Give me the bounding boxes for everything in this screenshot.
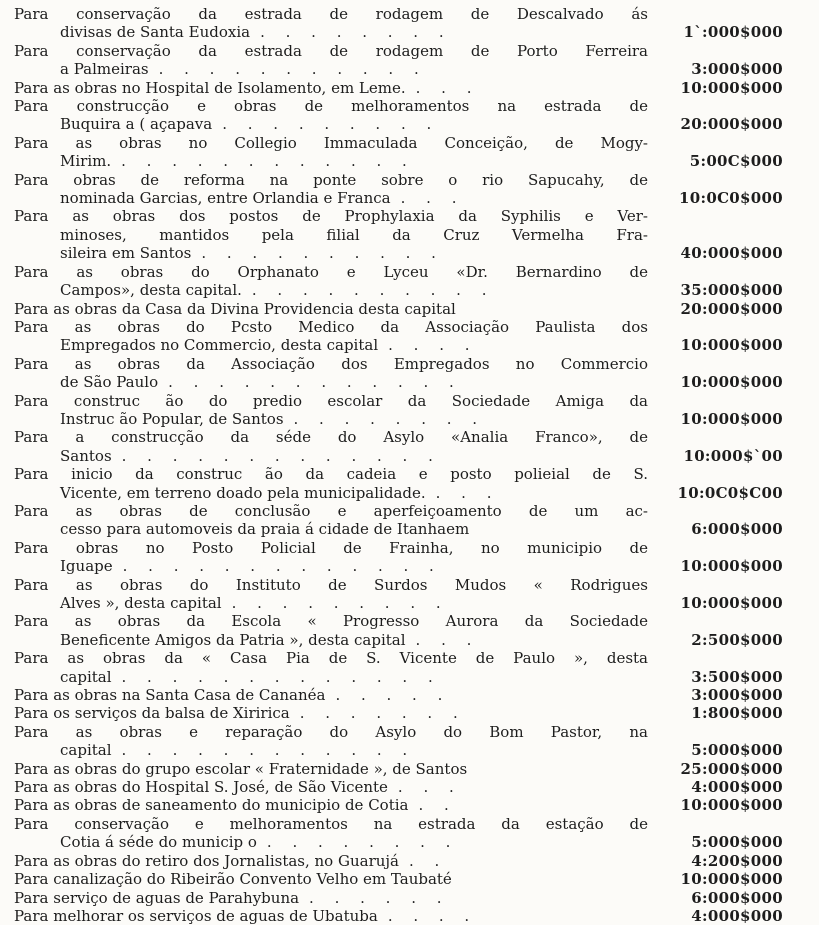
entry-line [14,907,648,925]
budget-entry [14,42,783,79]
entry-line-text: Para as obras do Instituto de Surdos Mudos « Rodrigues [14,575,648,594]
entry-amount: 5:000$000 [691,833,783,852]
entry-line [14,833,648,851]
entry-line [14,373,648,391]
entry-line-text: Para as obras no Collegio Immaculada Conceição, de Mogy- [14,133,648,152]
budget-entry [14,134,783,171]
dot-leader: . . . . . . . . . . . . . [121,667,434,686]
entry-line-text: Para conservação da estrada de rodagem de Porto Ferreira [14,41,648,60]
entry-line-text: Para obras de reforma na ponte sobre o rio Sapucahy, de [14,170,648,189]
entry-line-text: Iguape [60,557,113,576]
entry-line-text: Para as obras da Escola « Progresso Aurora da Sociedade [14,612,648,631]
entry-amount: 40:000$000 [680,244,783,263]
budget-entry [14,907,783,925]
entry-line-text: de São Paulo [60,373,159,392]
entry-line [14,594,648,612]
entry-text [14,796,648,814]
entry-line-text: Para as obras e reparação do Asylo do Bom Pastor, na [14,722,648,741]
budget-entry [14,852,783,870]
budget-entry [14,207,783,262]
budget-entry [14,686,783,704]
entry-text [14,502,648,539]
entry-amount: 20:000$000 [680,115,783,134]
entry-amount: 10:000$000 [680,594,783,612]
entry-line [14,281,648,299]
budget-entry [14,318,783,355]
budget-entry [14,539,783,576]
budget-entry [14,355,783,392]
budget-entry [14,502,783,539]
entry-text [14,576,648,613]
budget-entry [14,704,783,722]
entry-text [14,889,648,907]
entry-text [14,134,648,171]
entry-line-text: capital [60,667,112,686]
entry-line [14,668,648,686]
entry-text [14,79,648,97]
entry-amount: 10:000$000 [680,557,783,576]
entry-line [14,557,648,575]
entry-amount: 5:00C$000 [689,152,783,171]
entry-amount: 3:000$000 [691,60,783,79]
dot-leader: . . . . . . . . . . . . [121,741,409,760]
dot-leader: . . . . [388,336,471,355]
entry-amount: 6:000$000 [691,520,783,539]
budget-entry [14,171,783,208]
entry-line [14,115,648,133]
entry-text [14,704,648,722]
entry-text [14,870,648,888]
entry-amount: 10:000$000 [680,336,783,355]
dot-leader: . . . . . . . . . . [251,281,488,300]
budget-entry [14,97,783,134]
entry-line-text: Para construc ão do predio escolar da Sociedade Amiga da [14,391,648,410]
entry-line [14,686,648,704]
dot-leader: . . . . . . . . . . . . [168,373,455,392]
entry-line-text: Para canalização do Ribeirão Convento Velho em Taubaté [14,870,452,889]
entry-text [14,97,648,134]
dot-leader: . . . . . . . . . . . . [121,152,408,171]
entry-amount: 4:200$000 [691,851,783,870]
budget-entry [14,300,783,318]
entry-line-text: Mirim. [60,152,112,171]
entry-text [14,760,648,778]
budget-entry [14,79,783,97]
entry-line-text: Para construcção e obras de melhoramentos na estrada de [14,97,648,116]
entry-line [14,189,648,207]
entry-text [14,300,648,318]
entry-line-text: minoses, mantidos pela filial da Cruz Vermelha Fra- [60,225,648,244]
entry-text [14,539,648,576]
entry-line-text: nominada Garcias, entre Orlandia e Franca [60,189,391,208]
entry-line [14,631,648,649]
entry-amount: 1`:000$000 [683,23,783,42]
dot-leader: . . . . . . . . [293,409,479,428]
entry-line-text: Para inicio da construc ão da cadeia e posto polieial de S. [14,465,648,484]
entry-line-text: sileira em Santos [60,244,192,263]
entry-amount: 10:000$`00 [683,446,783,465]
entry-line-text: Para as obras de saneamento do municipio de Cotia [14,796,409,815]
budget-entry [14,778,783,796]
budget-entry [14,760,783,778]
dot-leader: . . . [415,78,473,97]
entry-line-text: Empregados no Commercio, desta capital [60,336,379,355]
dot-leader: . . . [397,778,455,797]
entry-line-text: Para as obras do Hospital S. José, de São Vicente [14,778,388,797]
entry-text [14,649,648,686]
entry-line [14,244,648,262]
entry-line-text: Vicente, em terreno doado pela municipalidade. [60,483,426,502]
entry-text [14,465,648,502]
entry-line [14,152,648,170]
dot-leader: . . . [400,189,458,208]
entry-amount: 10:000$000 [680,373,783,392]
entry-text [14,428,648,465]
entry-line [14,778,648,796]
entry-line-text: Para obras no Posto Policial de Frainha, no municipio de [14,538,648,557]
entry-amount: 3:500$000 [691,667,783,686]
entry-line-text: Para melhorar os serviços de aguas de Ubatuba [14,906,378,925]
entry-line-text: cesso para automoveis da praia á cidade de Itanhaem [60,520,470,539]
entry-amount: 6:000$000 [691,888,783,907]
budget-entry [14,723,783,760]
entry-text [14,852,648,870]
dot-leader: . . . . . . . . . . . . . [121,446,434,465]
entry-line-text: Para as obras do Orphanato e Lyceu «Dr. Bernardino de [14,262,648,281]
budget-entry [14,576,783,613]
budget-entry [14,428,783,465]
entry-line-text: a Palmeiras [60,60,149,79]
entry-text [14,686,648,704]
entry-text [14,5,648,42]
entry-amount: 5:000$000 [691,741,783,760]
entry-line-text: Para as obras da Casa da Divina Providencia desta capital [14,299,456,318]
budget-entry [14,889,783,907]
entry-text [14,355,648,392]
entry-line [14,852,648,870]
budget-entry [14,392,783,429]
entry-line-text: Para conservação e melhoramentos na estrada da estação de [14,814,648,833]
entry-line-text: Para as obras dos postos de Prophylaxia da Syphilis e Ver- [14,207,648,226]
entry-line [14,60,648,78]
entry-line [14,889,648,907]
entry-amount: 3:000$000 [691,686,783,705]
entry-line-text: Para a construcção da séde do Asylo «Analia Franco», de [14,428,648,447]
dot-leader: . . . . . . [309,888,443,907]
budget-entry [14,263,783,300]
entry-amount: 10:000$000 [680,78,783,97]
entry-line-text: Beneficente Amigos da Patria », desta capital [60,630,406,649]
entry-text [14,907,648,925]
dot-leader: . . . . [387,906,471,925]
entry-line-text: Para serviço de aguas de Parahybuna [14,888,300,907]
dot-leader: . . . . . . . . . [222,115,433,134]
entry-text [14,723,648,760]
budget-entry [14,870,783,888]
entry-line-text: Santos [60,446,112,465]
entry-amount: 1:800$000 [691,704,783,723]
entry-line-text: Para as obras no Hospital de Isolamento, em Leme. [14,78,406,97]
entry-text [14,171,648,208]
entry-amount: 10:000$000 [680,870,783,889]
entry-text [14,778,648,796]
entry-text [14,207,648,262]
entry-line-text: Cotia á séde do municip o [60,833,257,852]
entry-amount: 35:000$000 [680,281,783,300]
dot-leader: . . . . . . . . [266,833,452,852]
dot-leader: . . . . . . . . . . . . . [122,557,435,576]
entry-line-text: Para as obras da Associação dos Empregados no Commercio [14,354,648,373]
entry-amount: 4:000$000 [691,778,783,797]
dot-leader: . . . . . . . . . . . [158,60,420,79]
entry-amount: 10:0C0$C00 [677,483,783,502]
dot-leader: . . [418,796,450,815]
entry-line [14,23,648,41]
entry-amount: 2:500$000 [691,630,783,649]
entry-line [14,410,648,428]
entry-text [14,263,648,300]
dot-leader: . . . . . . . . . . [201,244,437,263]
budget-entry [14,612,783,649]
entry-line-text: Para as obras da « Casa Pia de S. Vicente de Paulo », desta [14,649,648,668]
dot-leader: . . . . . . . [299,704,459,723]
entry-text [14,612,648,649]
entry-line [14,520,648,538]
entry-line-text: Para as obras do retiro dos Jornalistas, no Guarujá [14,851,399,870]
entry-line-text: Para os serviços da balsa de Xiririca [14,704,290,723]
entry-line [14,79,648,97]
budget-entry [14,649,783,686]
budget-list [14,5,783,925]
entry-line-text: Para as obras de conclusão e aperfeiçoamento de um ac- [14,501,648,520]
entry-line-text: capital [60,741,112,760]
dot-leader: . . [409,851,441,870]
entry-text [14,318,648,355]
budget-entry [14,465,783,502]
entry-line-text: Para as obras do Pcsto Medico da Associação Paulista dos [14,317,648,336]
entry-amount: 10:000$000 [680,796,783,815]
entry-text [14,392,648,429]
entry-text [14,815,648,852]
entry-line-text: Buquira a ( açapava [60,115,213,134]
entry-line-text: Para as obras do grupo escolar « Fraternidade », de Santos [14,759,468,778]
dot-leader: . . . [415,630,473,649]
entry-line-text: Alves », desta capital [60,594,222,612]
entry-amount: 4:000$000 [691,906,783,925]
entry-line-text: Campos», desta capital. [60,281,242,300]
entry-amount: 10:0C0$000 [679,189,783,208]
dot-leader: . . . . . . . . . [231,594,442,612]
entry-amount: 20:000$000 [680,299,783,318]
budget-entry [14,796,783,814]
entry-line [14,870,648,888]
entry-line [14,300,648,318]
entry-line [14,760,648,778]
dot-leader: . . . . . [335,686,444,705]
entry-amount: 10:000$000 [680,409,783,428]
entry-line [14,796,648,814]
entry-line-text: Para as obras na Santa Casa de Cananéa [14,686,326,705]
entry-line [14,484,648,502]
entry-line [14,336,648,354]
entry-line-text: Para conservação da estrada de rodagem de Descalvado ás [14,5,648,23]
entry-line [14,704,648,722]
dot-leader: . . . [435,483,493,502]
budget-entry [14,815,783,852]
entry-amount: 25:000$000 [680,759,783,778]
dot-leader: . . . . . . . . [260,23,445,42]
entry-text [14,42,648,79]
entry-line [14,741,648,759]
budget-entry [14,5,783,42]
entry-line-text: divisas de Santa Eudoxia [60,23,251,42]
entry-line [14,447,648,465]
entry-line-text: Instruc ão Popular, de Santos [60,409,284,428]
